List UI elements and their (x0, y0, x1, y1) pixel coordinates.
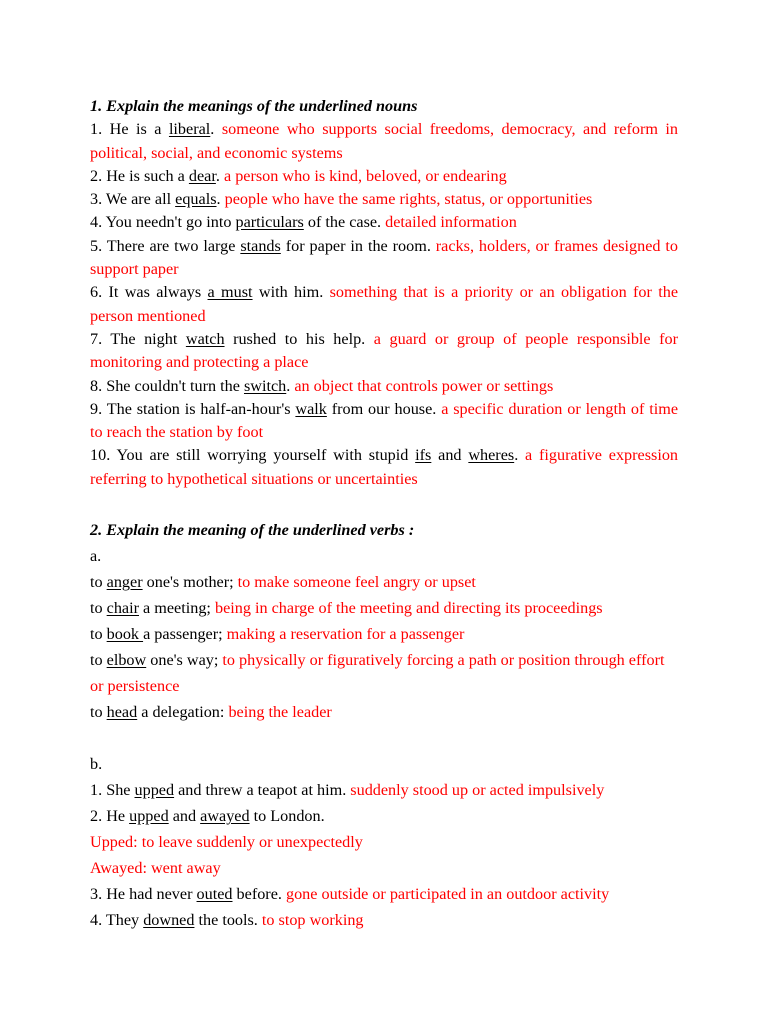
underlined-word: equals (175, 190, 217, 209)
item-text: 6. It was always (90, 283, 208, 302)
item-text: 10. You are still worrying yourself with stupid (90, 446, 416, 465)
underlined-word: particulars (235, 213, 304, 232)
verb-item-book (90, 621, 678, 647)
underlined-word: wheres (468, 446, 515, 465)
item-text: a passenger; (143, 625, 227, 644)
answer-awayed: Awayed: went away (90, 859, 221, 878)
answer-text: a person who is kind, beloved, or endearing (223, 166, 507, 185)
part-a-label: a. (90, 547, 102, 566)
verb-item-chair (90, 595, 678, 621)
answer-text: being in charge of the meeting and directing its proceedings (214, 599, 603, 618)
item-text: rushed to his help. (224, 329, 374, 348)
verb-item-anger (90, 569, 678, 595)
item-text: to (90, 599, 107, 618)
item-text: for paper in the room. (280, 236, 436, 255)
answer-text: to make someone feel angry or upset (237, 573, 476, 592)
noun-item-8 (90, 375, 678, 398)
item-text: 3. He had never (90, 885, 197, 904)
item-text: . (215, 166, 224, 185)
section2 (90, 517, 678, 933)
item-text: and (431, 446, 469, 465)
item-text: . (286, 376, 295, 395)
answer-text: being the leader (228, 703, 332, 722)
noun-item-9 (90, 398, 678, 445)
underlined-word: awayed (200, 807, 250, 826)
underlined-word: watch (185, 329, 225, 348)
noun-item-1 (90, 118, 678, 165)
document-page (90, 95, 678, 933)
item-text: 7. The night (90, 329, 186, 348)
underlined-word: elbow (106, 651, 147, 670)
item-text: from our house. (326, 399, 442, 418)
section2-heading: 2. Explain the meaning of the underlined verbs : (90, 521, 415, 540)
noun-item-4 (90, 211, 678, 234)
item-text: to (90, 573, 107, 592)
item-text: 2. He is such a (90, 166, 189, 185)
item-text: 2. He (90, 807, 130, 826)
underlined-word: downed (143, 911, 195, 930)
noun-item-3 (90, 188, 678, 211)
item-text: . (210, 120, 222, 139)
answer-text: people who have the same rights, status, or opportunities (224, 190, 593, 209)
item-text: and threw a teapot at him. (174, 781, 351, 800)
noun-item-7 (90, 328, 678, 375)
item-text: 1. She (90, 781, 135, 800)
section1-heading: 1. Explain the meanings of the underlined nouns (90, 97, 418, 115)
noun-item-2 (90, 165, 678, 188)
underlined-word: outed (196, 885, 233, 904)
item-text: one's way; (146, 651, 223, 670)
noun-item-10 (90, 444, 678, 491)
item-text: and (168, 807, 201, 826)
noun-item-6 (90, 281, 678, 328)
item-text: . (514, 446, 526, 465)
answer-text: a specific duration or length of time to reach the station by foot (90, 399, 679, 442)
answer-text: a figurative expression referring to hypothetical situations or uncertainties (90, 446, 679, 488)
item-text: 4. They (90, 911, 144, 930)
underlined-word: head (106, 703, 138, 722)
answer-text: someone who supports social freedoms, democracy, and reform in political, social, and economic systems (90, 120, 679, 162)
underlined-word: upped (129, 807, 169, 826)
item-text: 4. You needn't go into (90, 213, 236, 232)
answer-text: suddenly stood up or acted impulsively (350, 781, 605, 800)
item-text: to London. (249, 807, 325, 826)
underlined-word: upped (134, 781, 175, 800)
answer-text: gone outside or participated in an outdoor activity (285, 885, 610, 904)
answer-text: making a reservation for a passenger (226, 625, 465, 644)
answer-text: something that is a priority or an obligation for the person mentioned (90, 283, 678, 325)
underlined-word: walk (295, 399, 327, 418)
answer-upped: Upped: to leave suddenly or unexpectedly (90, 833, 363, 852)
item-text: 3. We are all (90, 190, 176, 209)
item-text: of the case. (303, 213, 386, 232)
item-text: with him. (252, 283, 330, 302)
part-b-label: b. (90, 755, 103, 774)
underlined-word: liberal (168, 120, 211, 139)
underlined-word: chair (106, 599, 139, 618)
item-text: one's mother; (142, 573, 238, 592)
item-text: a meeting; (139, 599, 215, 618)
underlined-word: ifs (415, 446, 432, 465)
item-text: 9. The station is half-an-hour's (90, 399, 296, 418)
underlined-word: switch (243, 376, 287, 395)
underlined-word: dear (188, 166, 216, 185)
underlined-word: stands (240, 236, 281, 255)
answer-text: an object that controls power or settings (294, 376, 554, 395)
part-spacer (90, 725, 678, 751)
answer-text: to physically or figuratively forcing a path or position through effort or persistence (90, 651, 665, 696)
underlined-word: anger (106, 573, 143, 592)
verb-item-head (90, 699, 678, 725)
underlined-word: book (106, 625, 144, 644)
verb-item-b4 (90, 907, 678, 933)
answer-text: detailed information (385, 213, 517, 232)
item-text: to (90, 703, 107, 722)
item-text: to (90, 651, 107, 670)
verb-item-b3 (90, 881, 678, 907)
verb-item-elbow (90, 647, 678, 699)
item-text: 1. He is a (90, 120, 169, 139)
section-spacer (90, 491, 678, 517)
item-text: . (216, 190, 225, 209)
item-text: 5. There are two large (90, 236, 241, 255)
verb-item-b2 (90, 803, 678, 829)
item-text: to (90, 625, 107, 644)
item-text: 8. She couldn't turn the (90, 376, 244, 395)
item-text: a delegation: (137, 703, 229, 722)
noun-item-5 (90, 235, 678, 282)
answer-text: racks, holders, or frames designed to support paper (90, 236, 678, 279)
answer-text: a guard or group of people responsible for monitoring and protecting a place (90, 329, 679, 372)
underlined-word: a must (207, 283, 253, 302)
item-text: before. (232, 885, 286, 904)
answer-text: to stop working (261, 911, 364, 930)
item-text: the tools. (194, 911, 262, 930)
verb-item-b1 (90, 777, 678, 803)
